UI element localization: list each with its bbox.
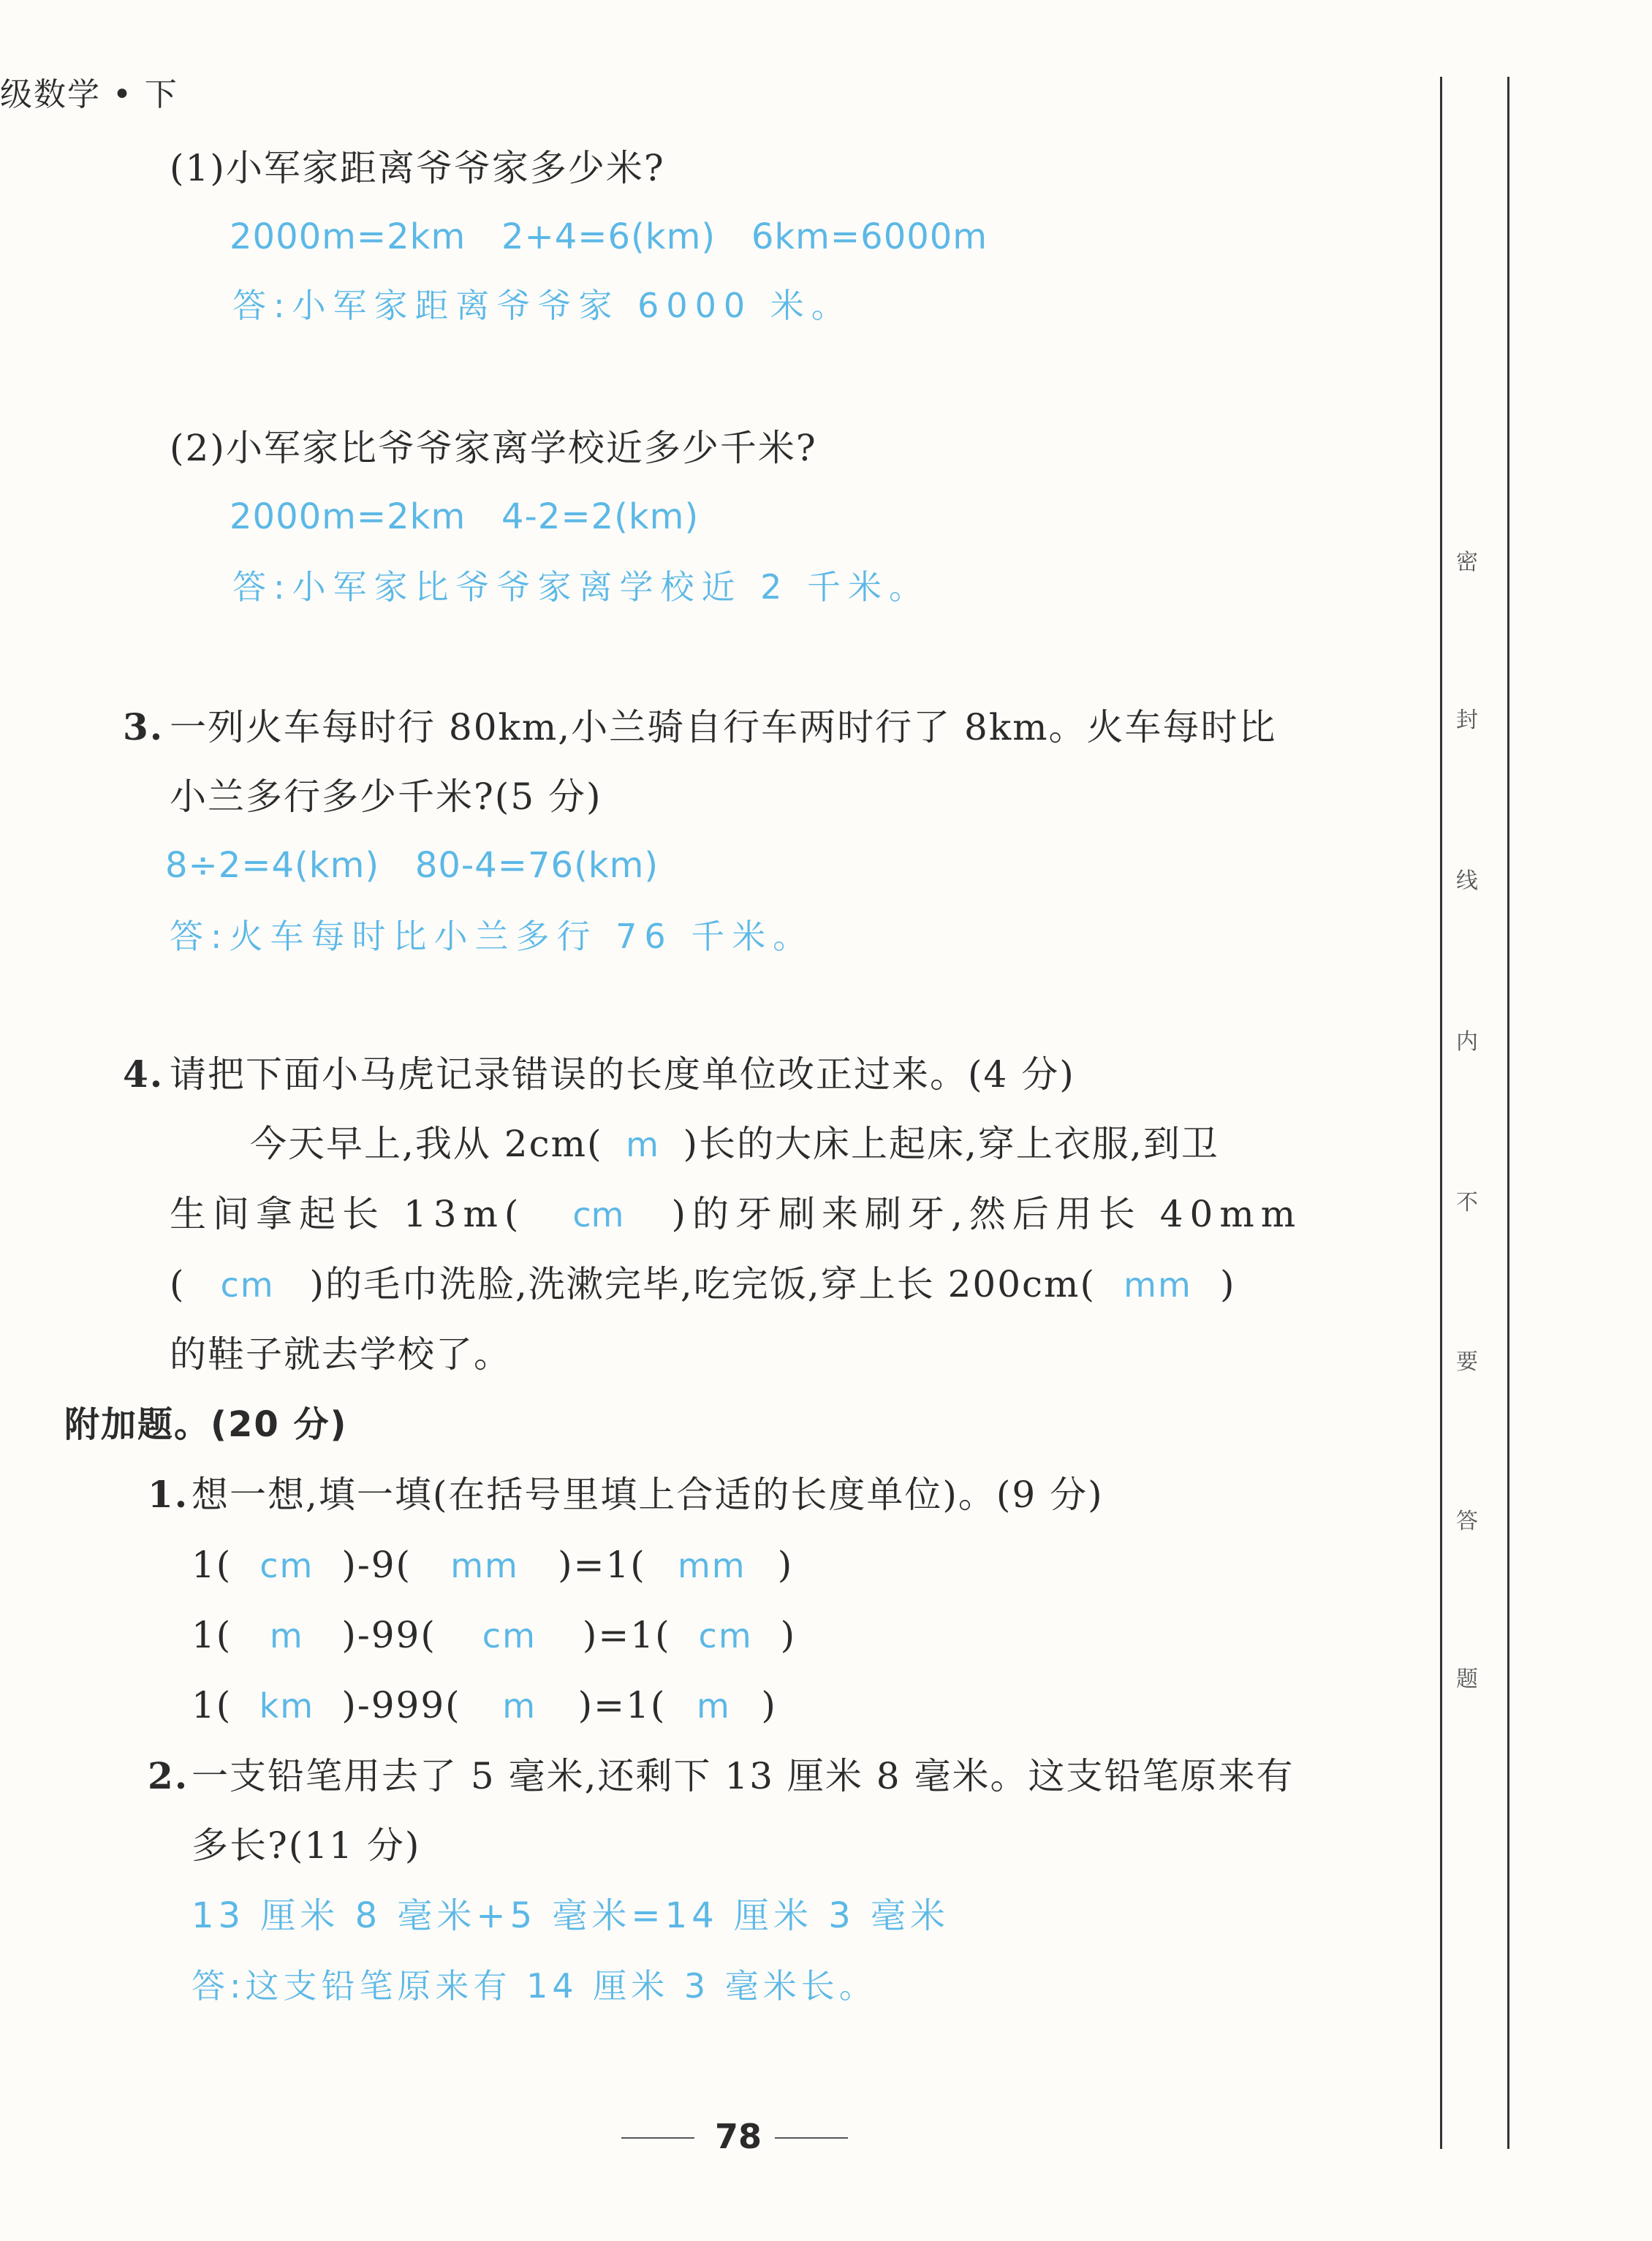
q4-text-3a: ( bbox=[170, 1263, 186, 1305]
seal-char-8: 题 bbox=[1456, 1666, 1478, 1692]
q4-paragraph-line1 bbox=[250, 1123, 1219, 1165]
q4-text-2a: 生间拿起长 13m( bbox=[170, 1193, 526, 1235]
q2-sub1-calc: 2000m=2km 2+4=6(km) 6km=6000m bbox=[230, 216, 988, 257]
q4-question: 请把下面小马虎记录错误的长度单位改正过来。(4 分) bbox=[170, 1053, 1075, 1096]
seal-char-2: 封 bbox=[1456, 708, 1478, 733]
q4-blank-1[interactable]: m bbox=[626, 1125, 660, 1164]
margin-line-right bbox=[1507, 77, 1509, 2149]
q3-line2: 小兰多行多少千米?(5 分) bbox=[170, 776, 602, 818]
extra-q1-row-2 bbox=[192, 1614, 797, 1656]
q4-blank-3[interactable]: cm bbox=[220, 1265, 275, 1305]
row3-unit-1[interactable]: km bbox=[259, 1686, 315, 1726]
q3-answer: 答:火车每时比小兰多行 76 千米。 bbox=[170, 917, 814, 956]
row2-b: )-99( bbox=[341, 1614, 436, 1656]
row3-unit-2[interactable]: m bbox=[502, 1686, 537, 1726]
q2-sub2-answer: 答:小军家比爷爷家离学校近 2 千米。 bbox=[232, 567, 931, 607]
q4-paragraph-line2 bbox=[170, 1193, 1303, 1235]
q4-text-3c: ) bbox=[1219, 1263, 1236, 1305]
row1-d: ) bbox=[777, 1544, 794, 1586]
footer-rule-right bbox=[775, 2137, 848, 2139]
row2-a: 1( bbox=[192, 1614, 232, 1656]
row1-b: )-9( bbox=[341, 1544, 412, 1586]
extra-q1-number: 1. bbox=[148, 1473, 189, 1516]
row3-c: )=1( bbox=[577, 1684, 667, 1726]
extra-q2-answer: 答:这支铅笔原来有 14 厘米 3 毫米长。 bbox=[192, 1966, 877, 2006]
extra-q2-calc: 13 厘米 8 毫米+5 毫米=14 厘米 3 毫米 bbox=[192, 1895, 950, 1936]
q4-number: 4. bbox=[123, 1053, 164, 1096]
extra-q2-line1: 一支铅笔用去了 5 毫米,还剩下 13 厘米 8 毫米。这支铅笔原来有 bbox=[192, 1755, 1295, 1797]
q4-blank-2[interactable]: cm bbox=[572, 1195, 624, 1235]
q2-sub1-answer: 答:小军家距离爷爷家 6000 米。 bbox=[232, 286, 852, 325]
row2-unit-1[interactable]: m bbox=[269, 1616, 304, 1656]
extra-title: 附加题。(20 分) bbox=[64, 1404, 348, 1445]
seal-char-6: 要 bbox=[1456, 1349, 1478, 1375]
row1-unit-3[interactable]: mm bbox=[677, 1546, 746, 1585]
seal-char-7: 答 bbox=[1456, 1509, 1478, 1534]
row1-unit-1[interactable]: cm bbox=[259, 1546, 314, 1585]
extra-q1-row-3 bbox=[192, 1684, 777, 1726]
row1-unit-2[interactable]: mm bbox=[450, 1546, 519, 1585]
seal-char-4: 内 bbox=[1456, 1029, 1478, 1055]
q4-blank-4[interactable]: mm bbox=[1124, 1265, 1192, 1305]
q2-sub2-question: (2)小军家比爷爷家离学校近多少千米? bbox=[170, 427, 817, 469]
extra-q2-line2: 多长?(11 分) bbox=[192, 1824, 421, 1867]
extra-q1-row-1 bbox=[192, 1544, 794, 1586]
q4-paragraph-line4: 的鞋子就去学校了。 bbox=[170, 1333, 512, 1376]
seal-char-5: 不 bbox=[1456, 1190, 1478, 1216]
seal-char-3: 线 bbox=[1456, 868, 1478, 894]
row2-d: ) bbox=[780, 1614, 797, 1656]
row3-a: 1( bbox=[192, 1684, 232, 1726]
q4-paragraph-line3 bbox=[170, 1263, 1236, 1305]
row2-c: )=1( bbox=[582, 1614, 671, 1656]
row3-b: )-999( bbox=[341, 1684, 461, 1726]
row2-unit-2[interactable]: cm bbox=[482, 1616, 537, 1656]
q4-text-1a: 今天早上,我从 2cm( bbox=[250, 1123, 603, 1165]
q2-sub2-calc: 2000m=2km 4-2=2(km) bbox=[230, 496, 700, 537]
q4-text-2b: )的牙刷来刷牙,然后用长 40mm bbox=[671, 1193, 1303, 1235]
margin-line-left bbox=[1440, 77, 1442, 2149]
q3-number: 3. bbox=[123, 705, 164, 748]
seal-char-1: 密 bbox=[1456, 550, 1478, 575]
q4-text-1b: )长的大床上起床,穿上衣服,到卫 bbox=[683, 1123, 1219, 1165]
page-number: 78 bbox=[715, 2117, 762, 2156]
footer-rule-left bbox=[621, 2137, 694, 2139]
q3-calc: 8÷2=4(km) 80-4=76(km) bbox=[165, 845, 659, 886]
page-header: 级数学 • 下 bbox=[0, 76, 178, 113]
row1-c: )=1( bbox=[558, 1544, 646, 1586]
q2-sub1-question: (1)小军家距离爷爷家多少米? bbox=[170, 147, 665, 189]
extra-q2-number: 2. bbox=[148, 1754, 189, 1797]
row3-d: ) bbox=[761, 1684, 777, 1726]
extra-q1-question: 想一想,填一填(在括号里填上合适的长度单位)。(9 分) bbox=[192, 1474, 1104, 1516]
row2-unit-3[interactable]: cm bbox=[698, 1616, 753, 1656]
row1-a: 1( bbox=[192, 1544, 232, 1586]
q4-text-3b: )的毛巾洗脸,洗漱完毕,吃完饭,穿上长 200cm( bbox=[309, 1263, 1096, 1305]
row3-unit-3[interactable]: m bbox=[697, 1686, 731, 1726]
q3-line1: 一列火车每时行 80km,小兰骑自行车两时行了 8km。火车每时比 bbox=[170, 706, 1277, 748]
